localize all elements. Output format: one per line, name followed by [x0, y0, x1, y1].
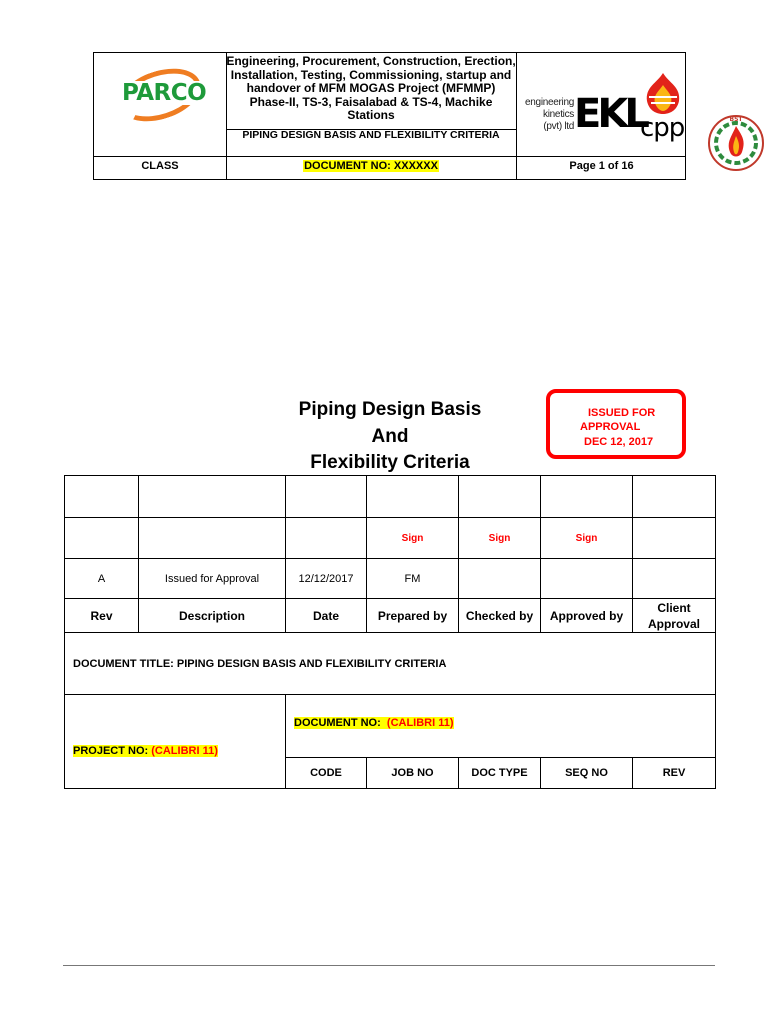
- description-header: Description: [139, 599, 286, 633]
- revision-table: [64, 475, 716, 789]
- class-label: CLASS: [141, 160, 179, 172]
- rev-code-header: REV: [633, 758, 716, 789]
- project-title: Engineering, Procurement, Construction, Erection, Installation, Testing, Commissioning, startup and handover of MFM MOGAS Project (MFMMP) Phase-II, TS-3, Faisalabad & TS-4, Machike Stations: [226, 54, 516, 123]
- cpp-flame-icon: [639, 71, 687, 115]
- document-no-cell: DOCUMENT NO: (CALIBRI 11): [286, 695, 716, 758]
- date-value: 12/12/2017: [286, 559, 367, 599]
- approval-stamp: ISSUED FOR APPROVAL DEC 12, 2017: [546, 389, 686, 459]
- cpp-logo: cpp: [640, 113, 685, 143]
- prepared-by-header: Prepared by: [367, 599, 459, 633]
- project-no-cell: PROJECT NO: (CALIBRI 11): [65, 695, 286, 789]
- table-row: [65, 559, 716, 599]
- table-row: [65, 633, 716, 695]
- seq-no-header: SEQ NO: [541, 758, 633, 789]
- job-no-header: JOB NO: [367, 758, 459, 789]
- description-value: Issued for Approval: [139, 559, 286, 599]
- header-divider: [94, 156, 685, 157]
- document-header: [93, 52, 686, 180]
- client-approval-header: Client Approval: [633, 599, 716, 633]
- prepared-by-value: FM: [367, 559, 459, 599]
- parco-logo: PARCO: [112, 63, 212, 125]
- table-row: [65, 518, 716, 559]
- doc-type-header: DOC TYPE: [459, 758, 541, 789]
- page-number: Page 1 of 16: [569, 160, 634, 172]
- footer-rule: [63, 965, 715, 966]
- rev-value: A: [65, 559, 139, 599]
- code-header: CODE: [286, 758, 367, 789]
- document-number: DOCUMENT NO: XXXXXX: [304, 160, 438, 172]
- document-title-cell: DOCUMENT TITLE: PIPING DESIGN BASIS AND FLEXIBILITY CRITERIA: [65, 633, 716, 695]
- svg-text:BST: BST: [729, 116, 743, 123]
- document-title: Piping Design Basis And Flexibility Criteria: [298, 399, 482, 473]
- rev-header: Rev: [65, 599, 139, 633]
- table-row: [65, 695, 716, 758]
- table-header-row: [65, 599, 716, 633]
- checked-by-header: Checked by: [459, 599, 541, 633]
- ekl-logo: EKL: [574, 91, 646, 137]
- ekl-logo-text: engineering kinetics (pvt) ltd: [525, 97, 574, 132]
- sign-cell: Sign: [367, 518, 459, 559]
- date-header: Date: [286, 599, 367, 633]
- document-subtitle: PIPING DESIGN BASIS AND FLEXIBILITY CRITERIA: [242, 129, 500, 141]
- table-row: [65, 476, 716, 518]
- sign-cell: Sign: [459, 518, 541, 559]
- approved-by-header: Approved by: [541, 599, 633, 633]
- bst-logo: [706, 112, 766, 174]
- sign-cell: Sign: [541, 518, 633, 559]
